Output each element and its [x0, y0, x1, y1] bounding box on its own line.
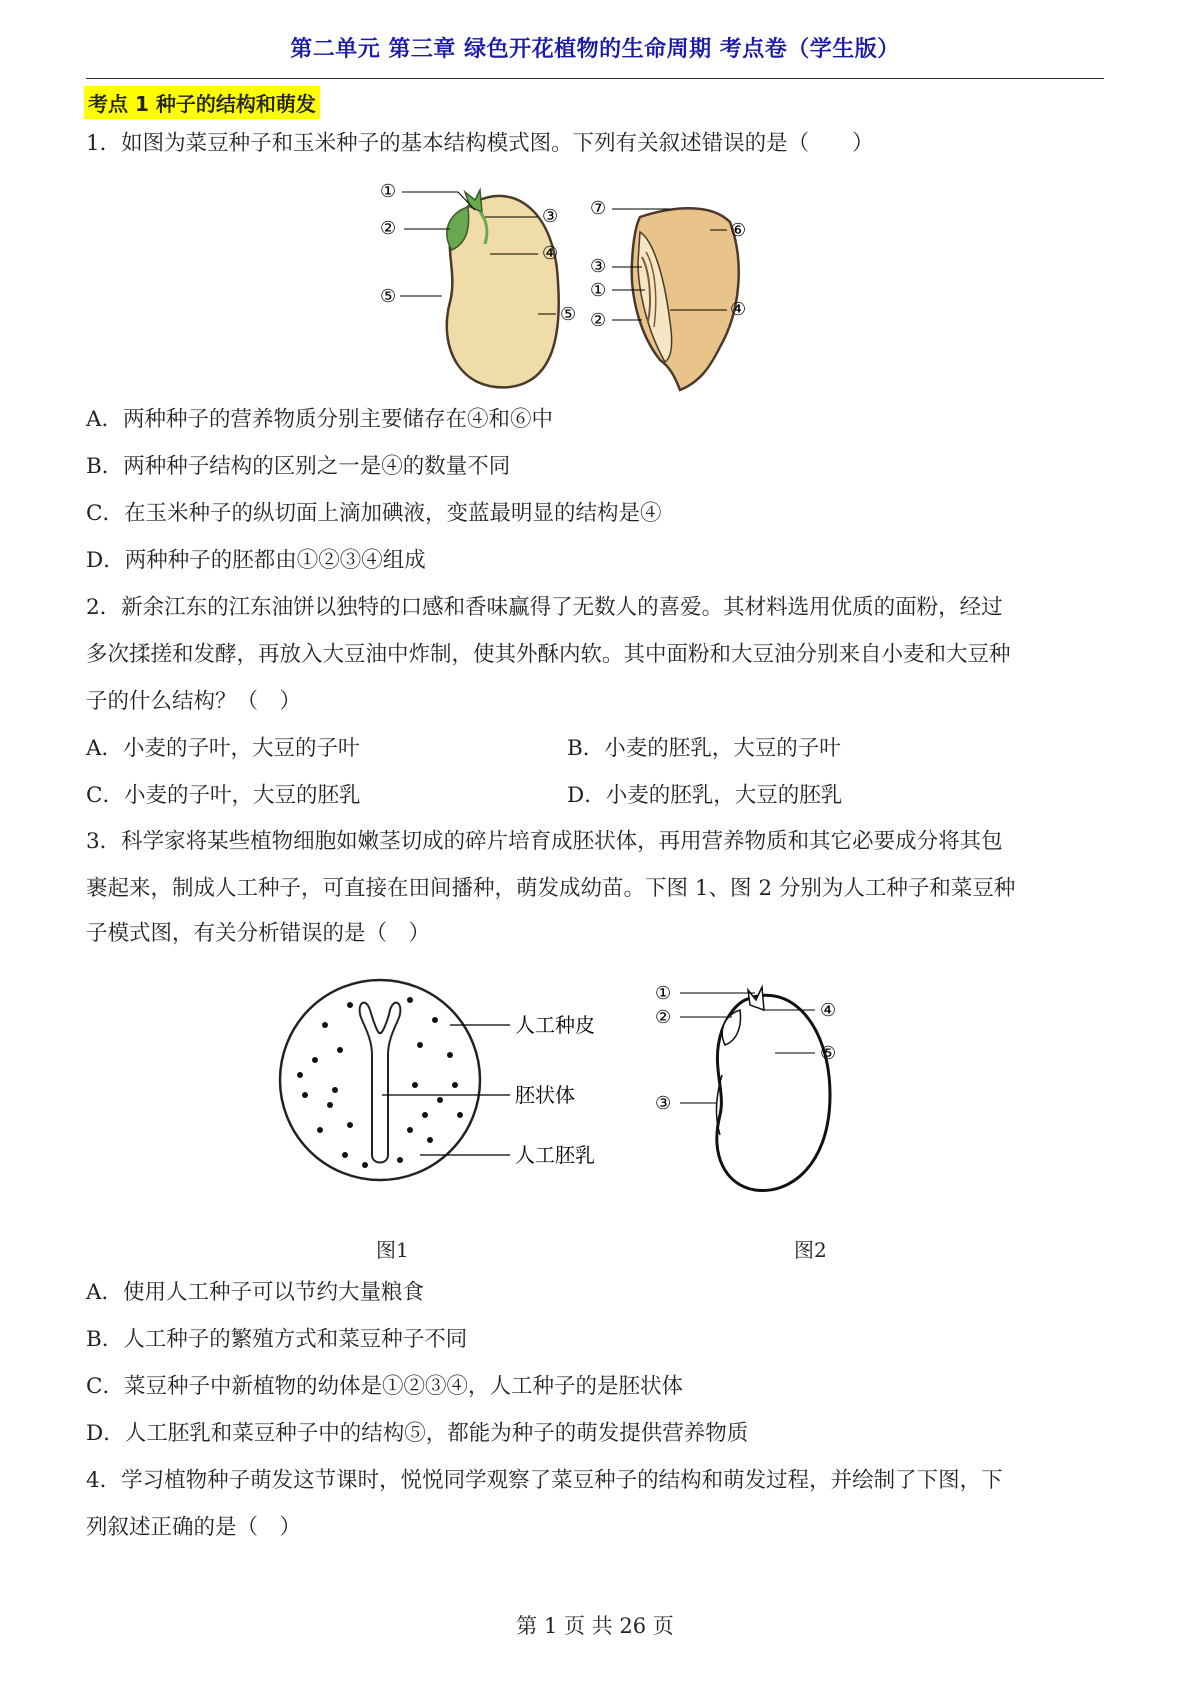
bean-seed-outline-diagram — [655, 983, 836, 1191]
q1-option-c: C．在玉米种子的纵切面上滴加碘液，变蓝最明显的结构是④ — [86, 501, 662, 526]
fig2-label-4: ④ — [820, 1000, 837, 1021]
q1-option-b: B．两种种子结构的区别之一是④的数量不同 — [86, 454, 511, 479]
corn-label-7: ⑦ — [590, 198, 607, 219]
artificial-seed-diagram — [280, 980, 595, 1180]
q2-line-3: 子的什么结构？（ ） — [86, 689, 302, 714]
section-title: 考点 1 种子的结构和萌发 — [84, 86, 320, 119]
q2-line-2: 多次揉搓和发酵，再放入大豆油中炸制，使其外酥内软。其中面粉和大豆油分别来自小麦和大豆种 — [86, 642, 1011, 667]
q2-option-b: B．小麦的胚乳，大豆的子叶 — [567, 736, 841, 761]
q1-option-a: A．两种种子的营养物质分别主要储存在④和⑥中 — [86, 407, 554, 432]
q3-figure — [270, 965, 920, 1205]
bean-label-5a: ⑤ — [380, 286, 397, 307]
q2-option-c: C．小麦的子叶，大豆的胚乳 — [86, 783, 361, 808]
q2-line-1: 2．新余江东的江东油饼以独特的口感和香味赢得了无数人的喜爱。其材料选用优质的面粉，经过 — [86, 595, 1003, 620]
fig2-label-1: ① — [655, 983, 672, 1004]
q2-option-a: A．小麦的子叶，大豆的子叶 — [86, 736, 360, 761]
q3-option-c: C．菜豆种子中新植物的幼体是①②③④，人工种子的是胚状体 — [86, 1374, 683, 1399]
corn-label-3: ③ — [590, 256, 607, 277]
q3-option-a: A．使用人工种子可以节约大量粮食 — [86, 1280, 425, 1305]
bean-label-5b: ⑤ — [560, 304, 577, 325]
q1-stem: 1．如图为菜豆种子和玉米种子的基本结构模式图。下列有关叙述错误的是（ ） — [86, 131, 874, 156]
page-footer: 第 1 页 共 26 页 — [516, 1614, 674, 1638]
corn-label-1: ① — [590, 280, 607, 301]
fig2-label-5: ⑤ — [820, 1043, 837, 1064]
q1-option-d: D．两种种子的胚都由①②③④组成 — [86, 548, 426, 573]
q3-option-b: B．人工种子的繁殖方式和菜豆种子不同 — [86, 1327, 468, 1352]
fig1-label-endosperm: 人工胚乳 — [515, 1143, 595, 1167]
corn-label-2: ② — [590, 310, 607, 331]
q4-line-1: 4．学习植物种子萌发这节课时，悦悦同学观察了菜豆种子的结构和萌发过程，并绘制了下图，下 — [86, 1468, 1003, 1493]
q3-line-2: 裹起来，制成人工种子，可直接在田间播种，萌发成幼苗。下图 1、图 2 分别为人工种子和菜豆种 — [86, 876, 1016, 901]
page-header: 第二单元 第三章 绿色开花植物的生命周期 考点卷（学生版） — [290, 37, 900, 62]
fig1-label-embryoid: 胚状体 — [515, 1083, 575, 1107]
fig1-label-seed-coat: 人工种皮 — [515, 1013, 595, 1037]
q3-option-d: D．人工胚乳和菜豆种子中的结构⑤，都能为种子的萌发提供营养物质 — [86, 1421, 749, 1446]
fig1-caption: 图1 — [376, 1238, 409, 1262]
bean-label-4: ④ — [542, 243, 559, 264]
corn-seed-diagram — [590, 198, 746, 390]
q2-option-d: D．小麦的胚乳，大豆的胚乳 — [567, 783, 843, 808]
corn-label-6: ⑥ — [730, 220, 747, 241]
q4-line-2: 列叙述正确的是（ ） — [86, 1515, 302, 1540]
bean-seed-diagram — [380, 181, 576, 387]
bean-label-1: ① — [380, 181, 397, 202]
corn-label-4: ④ — [730, 299, 747, 320]
fig2-label-3: ③ — [655, 1093, 672, 1114]
fig2-caption: 图2 — [794, 1238, 827, 1262]
bean-label-2: ② — [380, 218, 397, 239]
q1-figure — [380, 172, 820, 397]
fig2-label-2: ② — [655, 1007, 672, 1028]
header-rule — [86, 78, 1104, 79]
bean-label-3: ③ — [542, 206, 559, 227]
q3-line-3: 子模式图，有关分析错误的是（ ） — [86, 921, 431, 946]
q3-line-1: 3．科学家将某些植物细胞如嫩茎切成的碎片培育成胚状体，再用营养物质和其它必要成分将其包 — [86, 829, 1003, 854]
